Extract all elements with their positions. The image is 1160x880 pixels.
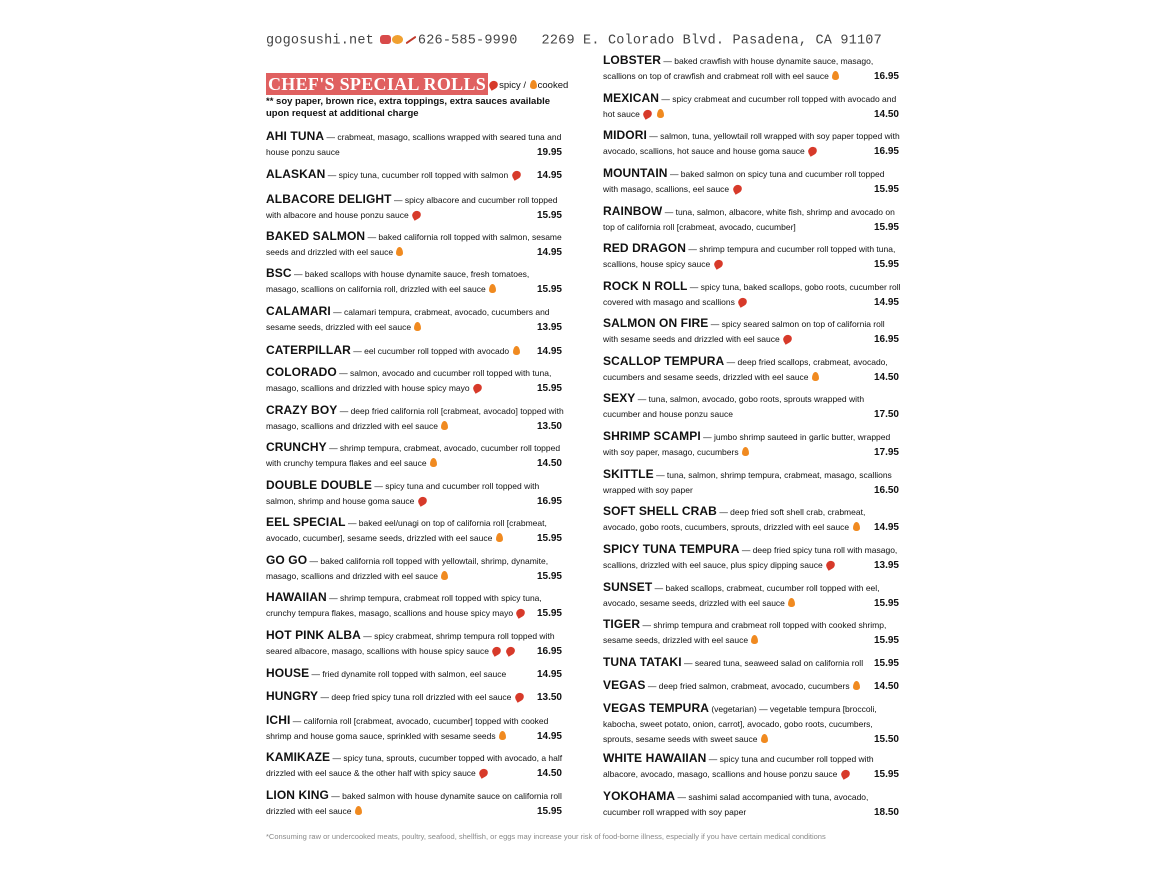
address: 2269 E. Colorado Blvd. Pasadena, CA 91107 bbox=[541, 33, 882, 49]
menu-item-price: 14.50 bbox=[873, 681, 899, 692]
menu-item bbox=[266, 666, 564, 682]
fire-icon bbox=[441, 571, 448, 580]
menu-item-description: — deep fried scallops, crabmeat, avocado, cucumbers and sesame seeds, drizzled with eel sauce bbox=[603, 357, 888, 382]
menu-item-description: — deep fried spicy tuna roll with masago, scallions, drizzled with eel sauce, plus spicy dipping sauce bbox=[603, 545, 898, 570]
menu-item-price: 15.95 bbox=[536, 210, 562, 221]
pepper-icon bbox=[642, 108, 654, 119]
pepper-icon bbox=[478, 767, 490, 778]
fire-icon bbox=[853, 522, 860, 531]
menu-item-description: — spicy tuna, sprouts, cucumber topped with avocado, a half drizzled with eel sauce & the other half with spicy sauce bbox=[266, 753, 563, 778]
menu-item-description: — shrimp tempura and cucumber roll topped with tuna, scallions, house spicy sauce bbox=[603, 244, 896, 269]
menu-item-price: 14.95 bbox=[536, 346, 562, 357]
fire-icon bbox=[530, 80, 537, 89]
legend bbox=[488, 80, 568, 91]
menu-item-description: — eel cucumber roll topped with avocado bbox=[350, 346, 510, 356]
fire-icon bbox=[513, 346, 520, 355]
pepper-icon bbox=[488, 79, 500, 90]
menu-item-price: 14.95 bbox=[536, 170, 562, 181]
menu-item bbox=[603, 128, 901, 159]
menu-item-name: SKITTLE bbox=[603, 467, 654, 481]
menu-item-price: 14.95 bbox=[873, 297, 899, 308]
menu-item-description: — fried dynamite roll topped with salmon, eel sauce bbox=[309, 669, 507, 679]
menu-item-name: SALMON ON FIRE bbox=[603, 316, 709, 330]
menu-item-description: — spicy tuna and cucumber roll topped with albacore, avocado, masago, scallions and house ponzu sauce bbox=[603, 754, 874, 779]
menu-item bbox=[266, 304, 564, 335]
menu-item-price: 19.95 bbox=[536, 147, 562, 158]
menu-item bbox=[266, 266, 564, 297]
menu-item bbox=[266, 750, 564, 781]
menu-item bbox=[266, 713, 564, 744]
menu-item-name: HOT PINK ALBA bbox=[266, 628, 361, 642]
menu-item bbox=[603, 279, 901, 310]
menu-item-description: — baked salmon with house dynamite sauce on california roll drizzled with eel sauce bbox=[266, 791, 562, 816]
menu-item bbox=[603, 467, 901, 498]
fire-icon bbox=[496, 533, 503, 542]
menu-item-name: MEXICAN bbox=[603, 91, 660, 105]
menu-item-name: YOKOHAMA bbox=[603, 789, 676, 803]
menu-item-price: 16.95 bbox=[873, 334, 899, 345]
pepper-icon bbox=[472, 382, 484, 393]
pepper-icon bbox=[491, 645, 503, 656]
menu-item-price: 15.95 bbox=[873, 635, 899, 646]
menu-item bbox=[603, 655, 901, 671]
menu-item-price: 18.50 bbox=[873, 807, 899, 818]
menu-item-name: SOFT SHELL CRAB bbox=[603, 504, 717, 518]
menu-item-price: 17.95 bbox=[873, 447, 899, 458]
menu-item bbox=[266, 553, 564, 584]
menu-item-name: KAMIKAZE bbox=[266, 750, 331, 764]
fire-icon bbox=[812, 372, 819, 381]
menu-item bbox=[266, 788, 564, 819]
menu-item-description: — spicy tuna, baked scallops, gobo roots, cucumber roll covered with masago and scallions bbox=[603, 282, 901, 307]
menu-item-description: — salmon, avocado and cucumber roll topped with tuna, masago, scallions and drizzled with house spicy mayo bbox=[266, 368, 552, 393]
phone-number[interactable]: 626-585-9990 bbox=[417, 33, 518, 49]
fire-icon bbox=[396, 247, 403, 256]
menu-item bbox=[603, 241, 901, 272]
menu-item-description: — california roll [crabmeat, avocado, cucumber] topped with cooked shrimp and house goma sauce, sprinkled with sesame seeds bbox=[266, 716, 549, 741]
menu-item-name: ICHI bbox=[266, 713, 291, 727]
menu-header bbox=[266, 33, 882, 49]
menu-item bbox=[603, 751, 901, 782]
fire-icon bbox=[788, 598, 795, 607]
menu-item-name: GO GO bbox=[266, 553, 308, 567]
menu-item bbox=[603, 391, 901, 422]
menu-item-price: 15.50 bbox=[873, 734, 899, 745]
menu-item-name: SCALLOP TEMPURA bbox=[603, 354, 725, 368]
menu-item-price: 15.95 bbox=[873, 658, 899, 669]
menu-item-name: BSC bbox=[266, 266, 292, 280]
menu-item-name: CRAZY BOY bbox=[266, 403, 338, 417]
menu-item-name: ROCK N ROLL bbox=[603, 279, 688, 293]
menu-item-description: — baked salmon on spicy tuna and cucumber roll topped with masago, scallions, eel sauce bbox=[603, 169, 885, 194]
menu-item bbox=[603, 53, 901, 84]
menu-item-description: — sashimi salad accompanied with tuna, avocado, cucumber roll wrapped with soy paper bbox=[603, 792, 869, 817]
menu-item-description: — tuna, salmon, avocado, gobo roots, sprouts wrapped with cucumber and house ponzu sauce bbox=[603, 394, 865, 419]
fire-icon bbox=[489, 284, 496, 293]
menu-item-name: VEGAS bbox=[603, 678, 646, 692]
section-title-row bbox=[266, 73, 568, 95]
menu-item-price: 16.95 bbox=[873, 146, 899, 157]
pepper-icon bbox=[513, 691, 525, 702]
menu-item bbox=[266, 192, 564, 223]
menu-item-price: 14.50 bbox=[873, 109, 899, 120]
menu-item-name: LOBSTER bbox=[603, 53, 662, 67]
menu-item-name: RED DRAGON bbox=[603, 241, 687, 255]
menu-item bbox=[603, 91, 901, 122]
menu-item bbox=[603, 504, 901, 535]
menu-item-description: — deep fried soft shell crab, crabmeat, avocado, gobo roots, cucumbers, sprouts, drizzled with eel sauce bbox=[603, 507, 866, 532]
pepper-icon bbox=[416, 495, 428, 506]
menu-item-price: 15.95 bbox=[536, 533, 562, 544]
menu-item-description: (vegetarian) — vegetable tempura [broccoli, kabocha, sweet potato, onion, carrot], avocado, gobo roots, cucumbers, sprouts, sesame seeds with sweet sauce bbox=[603, 704, 877, 744]
menu-item-description: — shrimp tempura, crabmeat roll topped with spicy tuna, crunchy tempura flakes, masago, scallions and house spicy mayo bbox=[266, 593, 542, 618]
menu-item bbox=[603, 789, 901, 820]
menu-item bbox=[603, 701, 901, 747]
section-note: ** soy paper, brown rice, extra toppings, extra sauces available upon request at additional charge bbox=[266, 96, 551, 119]
menu-item-description: — calamari tempura, crabmeat, avocado, cucumbers and sesame seeds, drizzled with eel sauce bbox=[266, 307, 550, 332]
menu-item-description: — baked california roll topped with salmon, sesame seeds and drizzled with eel sauce bbox=[266, 232, 562, 257]
pepper-icon bbox=[504, 645, 516, 656]
menu-item-price: 15.95 bbox=[536, 383, 562, 394]
menu-item bbox=[603, 678, 901, 694]
menu-item bbox=[266, 440, 564, 471]
menu-item-price: 15.95 bbox=[873, 259, 899, 270]
menu-item-description: — spicy albacore and cucumber roll topped with albacore and house ponzu sauce bbox=[266, 195, 558, 220]
menu-item-description: — shrimp tempura, crabmeat, avocado, cucumber roll topped with crunchy tempura flakes and eel sauce bbox=[266, 443, 561, 468]
menu-item bbox=[603, 166, 901, 197]
legend-spicy: spicy / bbox=[499, 80, 526, 91]
menu-item-description: — baked crawfish with house dynamite sauce, masago, scallions on top of crawfish and crabmeat roll with eel sauce bbox=[603, 56, 874, 81]
pepper-icon bbox=[510, 169, 522, 180]
pepper-icon bbox=[807, 145, 819, 156]
menu-item-name: COLORADO bbox=[266, 365, 337, 379]
menu-item bbox=[603, 429, 901, 460]
menu-item bbox=[266, 478, 564, 509]
menu-item-name: CRUNCHY bbox=[266, 440, 327, 454]
menu-item-description: — spicy crabmeat and cucumber roll topped with avocado and hot sauce bbox=[603, 94, 897, 119]
menu-item-price: 14.50 bbox=[536, 768, 562, 779]
section-title: CHEF'S SPECIAL ROLLS bbox=[268, 74, 487, 94]
menu-item-description: — deep fried spicy tuna roll drizzled with eel sauce bbox=[318, 692, 512, 702]
menu-item-description: — deep fried california roll [crabmeat, avocado] topped with masago, scallions and drizzled with eel sauce bbox=[266, 406, 564, 431]
menu-item-name: MOUNTAIN bbox=[603, 166, 668, 180]
menu-item-name: AHI TUNA bbox=[266, 129, 325, 143]
menu-item-description: — shrimp tempura and crabmeat roll topped with cooked shrimp, sesame seeds, drizzled with eel sauce bbox=[603, 620, 887, 645]
fire-icon bbox=[441, 421, 448, 430]
menu-item bbox=[266, 689, 564, 705]
menu-item-name: LION KING bbox=[266, 788, 329, 802]
pepper-icon bbox=[712, 258, 724, 269]
menu-item-price: 17.50 bbox=[873, 409, 899, 420]
menu-item-name: CATERPILLAR bbox=[266, 343, 351, 357]
menu-item-description: — jumbo shrimp sauteed in garlic butter, wrapped with soy paper, masago, cucumbers bbox=[603, 432, 891, 457]
menu-item-price: 15.95 bbox=[536, 571, 562, 582]
fire-icon bbox=[430, 458, 437, 467]
menu-item-price: 13.50 bbox=[536, 692, 562, 703]
menu-item bbox=[603, 580, 901, 611]
pepper-icon bbox=[737, 296, 749, 307]
menu-item-description: — baked eel/unagi on top of california roll [crabmeat, avocado, cucumber], sesame seeds, drizzled with eel sauce bbox=[266, 518, 547, 543]
fire-icon bbox=[751, 635, 758, 644]
menu-item-description: — tuna, salmon, albacore, white fish, shrimp and avocado on top of california roll [crabmeat, avocado, cucumber] bbox=[603, 207, 895, 232]
menu-item-description: — spicy tuna, cucumber roll topped with salmon bbox=[325, 170, 509, 180]
menu-item-price: 16.95 bbox=[536, 496, 562, 507]
menu-item-description: — baked scallops, crabmeat, cucumber roll topped with eel, avocado, sesame seeds, drizzled with eel sauce bbox=[603, 583, 880, 608]
sushi-icons bbox=[380, 33, 418, 47]
menu-item bbox=[266, 229, 564, 260]
menu-item-price: 14.95 bbox=[536, 247, 562, 258]
menu-item-description: — baked california roll topped with yellowtail, shrimp, dynamite, masago, scallions and drizzled with eel sauce bbox=[266, 556, 549, 581]
menu-item-description: — deep fried salmon, crabmeat, avocado, cucumbers bbox=[645, 681, 850, 691]
menu-item-price: 13.95 bbox=[873, 560, 899, 571]
menu-item-description: — spicy tuna and cucumber roll topped with salmon, shrimp and house goma sauce bbox=[266, 481, 540, 506]
fire-icon bbox=[853, 681, 860, 690]
menu-item-name: MIDORI bbox=[603, 128, 647, 142]
pepper-icon bbox=[782, 333, 794, 344]
menu-item-price: 13.95 bbox=[536, 322, 562, 333]
food-safety-disclaimer: *Consuming raw or undercooked meats, poultry, seafood, shellfish, or eggs may increase your risk of food-borne illness, especially if you have certain medical conditions bbox=[266, 832, 826, 841]
menu-item-description: — seared tuna, seaweed salad on california roll bbox=[681, 658, 864, 668]
legend-cooked: cooked bbox=[537, 80, 569, 91]
menu-item-description: — baked scallops with house dynamite sauce, fresh tomatoes, masago, scallions on california roll, drizzled with eel sauce bbox=[266, 269, 530, 294]
menu-item bbox=[266, 403, 564, 434]
menu-item-price: 16.95 bbox=[536, 646, 562, 657]
fire-icon bbox=[657, 109, 664, 118]
menu-item bbox=[603, 204, 901, 235]
fire-icon bbox=[355, 806, 362, 815]
menu-item-name: DOUBLE DOUBLE bbox=[266, 478, 372, 492]
menu-item-price: 13.50 bbox=[536, 421, 562, 432]
menu-item-price: 15.95 bbox=[873, 184, 899, 195]
menu-item-description: — spicy crabmeat, shrimp tempura roll topped with seared albacore, masago, scallions with house spicy sauce bbox=[266, 631, 555, 656]
menu-item bbox=[266, 365, 564, 396]
menu-item-description: — spicy seared salmon on top of california roll with sesame seeds and drizzled with eel sauce bbox=[603, 319, 885, 344]
menu-item-price: 14.95 bbox=[536, 731, 562, 742]
pepper-icon bbox=[839, 768, 851, 779]
menu-item bbox=[603, 316, 901, 347]
menu-item-name: TIGER bbox=[603, 617, 641, 631]
menu-item-price: 15.95 bbox=[873, 222, 899, 233]
menu-item-name: CALAMARI bbox=[266, 304, 331, 318]
menu-item-name: HAWAIIAN bbox=[266, 590, 327, 604]
menu-item-name: SPICY TUNA TEMPURA bbox=[603, 542, 740, 556]
fire-icon bbox=[761, 734, 768, 743]
menu-item-price: 14.50 bbox=[536, 458, 562, 469]
menu-item-price: 15.95 bbox=[873, 769, 899, 780]
menu-item bbox=[266, 129, 564, 160]
menu-item-name: VEGAS TEMPURA bbox=[603, 701, 709, 715]
menu-item-description: — tuna, salmon, shrimp tempura, crabmeat, masago, scallions wrapped with soy paper bbox=[603, 470, 892, 495]
menu-item-name: SEXY bbox=[603, 391, 636, 405]
menu-item-name: SUNSET bbox=[603, 580, 653, 594]
menu-item-price: 14.50 bbox=[873, 372, 899, 383]
menu-item bbox=[603, 354, 901, 385]
menu-item-price: 15.95 bbox=[536, 284, 562, 295]
pepper-icon bbox=[411, 209, 423, 220]
menu-item-description: — crabmeat, masago, scallions wrapped with seared tuna and house ponzu sauce bbox=[266, 132, 562, 157]
menu-item-price: 15.95 bbox=[873, 598, 899, 609]
menu-item bbox=[266, 167, 564, 183]
pepper-icon bbox=[515, 607, 527, 618]
fire-icon bbox=[414, 322, 421, 331]
menu-item-price: 15.95 bbox=[536, 806, 562, 817]
menu-item-description: — salmon, tuna, yellowtail roll wrapped with soy paper topped with avocado, scallions, hot sauce and house goma sauce bbox=[603, 131, 900, 156]
menu-item bbox=[266, 515, 564, 546]
menu-item-name: ALBACORE DELIGHT bbox=[266, 192, 392, 206]
fire-icon bbox=[499, 731, 506, 740]
menu-item-name: BAKED SALMON bbox=[266, 229, 366, 243]
menu-item-name: SHRIMP SCAMPI bbox=[603, 429, 701, 443]
menu-item-price: 16.95 bbox=[873, 71, 899, 82]
menu-item-name: HUNGRY bbox=[266, 689, 319, 703]
pepper-icon bbox=[731, 183, 743, 194]
menu-item-price: 14.95 bbox=[536, 669, 562, 680]
menu-item-name: HOUSE bbox=[266, 666, 310, 680]
menu-item bbox=[266, 590, 564, 621]
menu-item-price: 16.50 bbox=[873, 485, 899, 496]
menu-item-name: WHITE HAWAIIAN bbox=[603, 751, 707, 765]
menu-item bbox=[603, 617, 901, 648]
menu-item bbox=[603, 542, 901, 573]
menu-item-price: 15.95 bbox=[536, 608, 562, 619]
menu-item-name: RAINBOW bbox=[603, 204, 663, 218]
menu-item-price: 14.95 bbox=[873, 522, 899, 533]
fire-icon bbox=[832, 71, 839, 80]
website-link[interactable]: gogosushi.net bbox=[266, 33, 374, 49]
menu-item-name: ALASKAN bbox=[266, 167, 326, 181]
menu-item-name: TUNA TATAKI bbox=[603, 655, 682, 669]
menu-item-name: EEL SPECIAL bbox=[266, 515, 346, 529]
pepper-icon bbox=[825, 559, 837, 570]
fire-icon bbox=[742, 447, 749, 456]
menu-item bbox=[266, 343, 564, 359]
menu-item bbox=[266, 628, 564, 659]
